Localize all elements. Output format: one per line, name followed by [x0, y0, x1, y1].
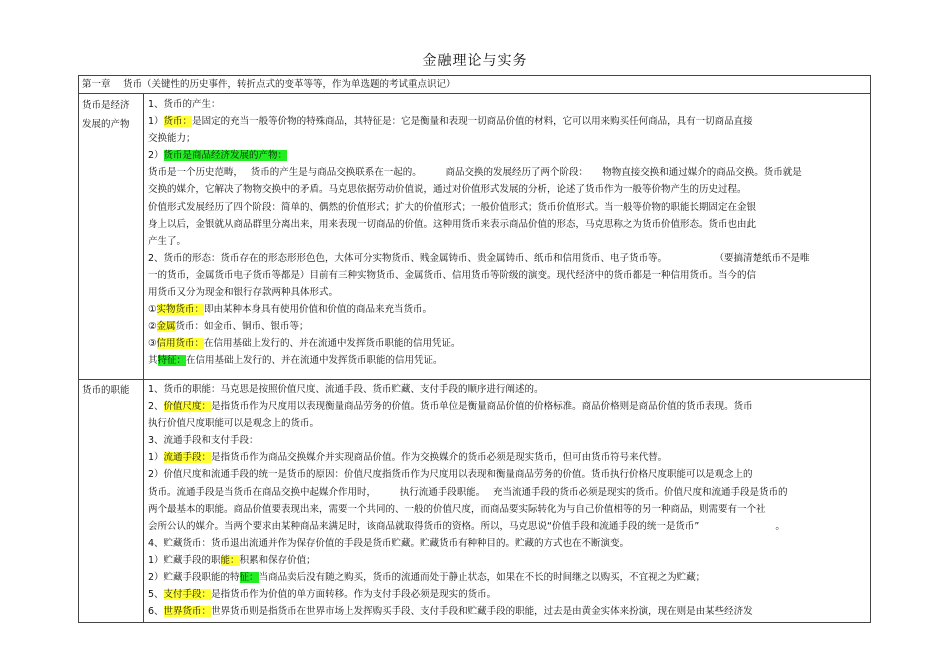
section2-text-line	[148, 552, 864, 569]
section2-text-line	[148, 518, 864, 535]
section1-text-line	[148, 96, 864, 113]
section2-text-line	[148, 415, 864, 432]
section2-text-line	[148, 484, 864, 501]
section2-content	[144, 379, 870, 622]
section2-text-line	[148, 569, 864, 586]
text-span: 货币。流通手段是当货币在商品交换中起媒介作用时， 执行流通手段职能。 充当流通手段的货币必须是现实的货币。价值尺度和流通手段是货币的	[148, 486, 788, 498]
chapter-header: 第一章 货币（关键性的历史事件，转折点式的变革等等，作为单选题的考试重点识记）	[79, 76, 870, 94]
notes-table	[78, 75, 871, 623]
section1-content	[144, 94, 870, 379]
section1-text-line	[148, 181, 864, 198]
section1-text-line	[148, 301, 864, 318]
highlighted-term: 能：	[220, 554, 240, 566]
text-span: 2、货币的形态：货币存在的形态形形色色，大体可分实物货币、贱金属铸币、贵金属铸币、纸币和信用货币、电子货币等。 （要搞清楚纸币不是唯	[148, 252, 810, 264]
text-span: 2、	[148, 401, 164, 413]
section1-text-line	[148, 284, 864, 301]
section2-text-line	[148, 449, 864, 466]
text-span: 3、流通手段和支付手段：	[148, 435, 259, 447]
section1-label-line: 发展的产物	[82, 119, 130, 130]
section1-label-line: 货币是经济	[82, 100, 130, 111]
text-span: 2）	[148, 150, 164, 162]
text-span: ②	[148, 321, 157, 333]
text-span: 世界货币则是指货币在世界市场上发挥购买手段、支付手段和贮藏手段的职能，过去是由黄金实体来扮演，现在则是由某些经济发	[211, 606, 753, 618]
section1-text-line	[148, 164, 864, 181]
section2-text-line	[148, 535, 864, 552]
text-span: 产生了。	[148, 235, 187, 247]
text-span: 会所公认的媒介。当两个要求由某种商品来满足时，该商品就取得货币的资格。所以，马克思说“价值手段和流通手段的统一是货币” 。	[148, 520, 785, 532]
text-span: 1、货币的产生：	[148, 99, 221, 110]
section2-text-line	[148, 466, 864, 483]
text-span: 即由某种本身具有使用价值和价值的商品来充当货币。	[204, 304, 433, 316]
section2-label-line: 货币的职能	[82, 385, 130, 396]
text-span: 一的货币，金属货币电子货币等都是）目前有三种实物货币、金属货币、信用货币等阶级的演变。现代经济中的货币都是一种信用货币。当今的信	[148, 269, 757, 281]
text-span: 是指货币作为商品交换媒介并实现商品价值。作为交换媒介的货币必须是现实货币，但可由货币符号来代替。	[211, 452, 668, 464]
section1-text-line	[148, 335, 864, 352]
highlighted-term: 实物货币：	[156, 304, 205, 316]
section1-text-line	[148, 352, 864, 369]
section1-label-cell	[79, 94, 144, 379]
text-span: 1）	[148, 116, 164, 128]
text-span: 2）价值尺度和流通手段的统一是货币的原因：价值尺度指货币作为尺度用以表现和衡量商品劳务的价值。货币执行价格尺度职能可以是观念上的	[148, 469, 753, 481]
section1-text-line	[148, 250, 864, 267]
text-span: 交换的媒介，它解决了物物交换中的矛盾。马克思依据劳动价值说，通过对价值形式发展的分析，论述了货币作为一般等价物产生的历史过程。	[148, 184, 747, 196]
section2-text-line	[148, 586, 864, 603]
text-span: 是指货币作为尺度用以表现衡量商品劳务的价值。货币单位是衡量商品价值的价格标准。商品价格则是商品价值的货币表现。货币	[211, 401, 753, 413]
text-span: 2）贮藏手段职能的特	[148, 572, 240, 584]
section1-text-line	[148, 318, 864, 335]
text-span: 1、货币的职能：马克思是按照价值尺度、流通手段、货币贮藏、支付手段的顺序进行阐述的。	[148, 384, 544, 395]
text-span: 两个最基本的职能。商品价值要表现出来，需要一个共同的、一般的价值尺度，而商品要实际转化为与自己价值相等的另一种商品，则需要有一个社	[148, 503, 766, 515]
section1-text-line	[148, 267, 864, 284]
text-span: 价值形式发展经历了四个阶段：简单的、偶然的价值形式；扩大的价值形式；一般价值形式；货币价值形式。当一般等价物的职能长期固定在金银	[148, 201, 757, 213]
text-span: 身上以后，金银就从商品群里分离出来，用来表现一切商品的价值。这种用货币来表示商品价值的形态，马克思称之为货币价值形态。货币也由此	[148, 218, 757, 230]
text-span: 交换能力；	[148, 133, 196, 145]
section1-text-line	[148, 199, 864, 216]
highlighted-term: 征：	[239, 572, 259, 584]
section2-text-line	[148, 501, 864, 518]
text-span: 是固定的充当一般等价物的特殊商品，其特征是：它是衡量和表现一切商品价值的材料，它可以用来购买任何商品，具有一切商品直接	[192, 116, 753, 128]
text-span: 其	[148, 355, 158, 367]
section1-text-line	[148, 130, 864, 147]
section1-text-line	[148, 233, 864, 250]
highlighted-term: 流通手段：	[163, 452, 212, 464]
text-span: 4、贮藏货币：货币退出流通并作为保存价值的手段是货币贮藏。贮藏货币有种种目的。贮藏的方式也在不断演变。	[148, 537, 630, 549]
text-span: 积累和保存价值；	[239, 554, 316, 566]
section2-text-line	[148, 381, 864, 398]
text-span: 在信用基础上发行的、并在流通中发挥货币职能的信用凭证。	[186, 355, 443, 367]
text-span: 1）贮藏手段的职	[148, 554, 221, 566]
text-span: 货币是一个历史范畴， 货币的产生是与商品交换联系在一起的。 商品交换的发展经历了两个阶段： 物物直接交换和通过媒介的商品交换。货币就是	[148, 167, 802, 179]
highlighted-term: 价值尺度：	[163, 401, 212, 413]
highlighted-term: 特征：	[157, 355, 187, 367]
highlighted-term: 世界货币：	[163, 606, 212, 618]
section2-text-line	[148, 398, 864, 415]
highlighted-term: 信用货币：	[156, 338, 205, 350]
text-span: 用货币又分为现金和银行存款两种具体形式。	[148, 287, 339, 299]
highlighted-term: 货币：	[163, 116, 193, 128]
text-span: 在信用基础上发行的、并在流通中发挥货币职能的信用凭证。	[204, 338, 461, 350]
text-span: 6、	[148, 606, 164, 618]
section2-text-line	[148, 432, 864, 449]
section1-text-line	[148, 113, 864, 130]
highlighted-term: 支付手段：	[163, 589, 212, 601]
text-span: 5、	[148, 589, 164, 601]
text-span: ③	[148, 338, 157, 350]
text-span: ①	[148, 304, 157, 316]
text-span: 是指货币作为价值的单方面转移。作为支付手段必须是现实的货币。	[211, 589, 497, 601]
page-title: 金融理论与实务	[422, 53, 528, 69]
text-span: 执行价值尺度职能可以是观念上的货币。	[148, 418, 320, 430]
section2-label-cell	[79, 379, 144, 622]
text-span: 当商品卖后没有随之购买，货币的流通而处于静止状态，如果在不长的时间继之以购买，不宜视之为贮藏；	[258, 572, 706, 584]
section1-text-line	[148, 147, 864, 164]
highlighted-term: 货币是商品经济发展的产物：	[163, 150, 288, 162]
highlighted-term: 金属	[156, 321, 176, 333]
text-span: 货币：如金币、铜币、银币等；	[175, 321, 309, 333]
section1-text-line	[148, 216, 864, 233]
text-span: 1）	[148, 452, 164, 464]
section2-text-line	[148, 603, 864, 620]
